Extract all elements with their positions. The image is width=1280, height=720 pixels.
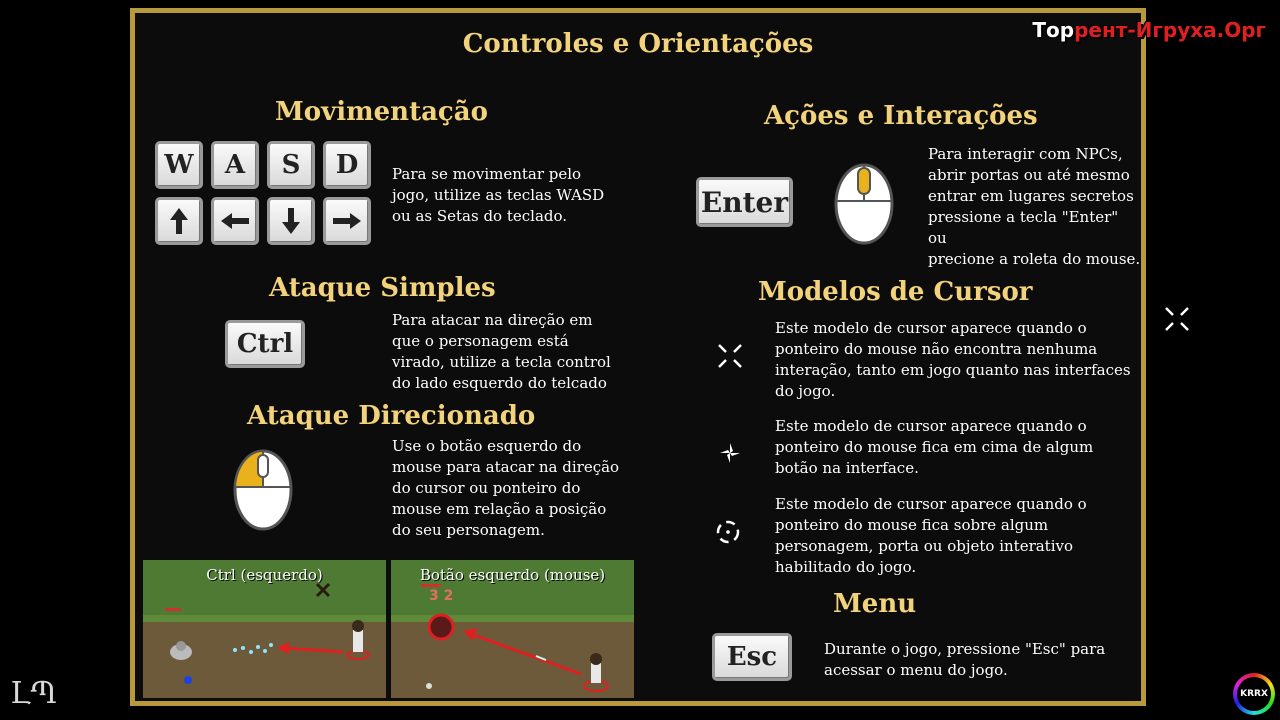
watermark-part-2: рент-Игруха.Орг [1074,18,1266,42]
cursor-desc-line: Este modelo de cursor aparece quando o [775,495,1087,513]
actions-description [928,144,1141,270]
directed-attack-description [392,436,619,541]
cursor-desc-line: ponteiro do mouse fica em cima de algum [775,438,1094,456]
scene-damage-number: 3 2 [429,588,454,604]
key-a: A [211,141,259,189]
actions-desc-line: entrar em lugares secretos [928,187,1134,205]
key-w: W [155,141,203,189]
key-arrow-left [211,197,259,245]
corner-badge-text: KRRX [1240,689,1268,699]
simple-attack-heading: Ataque Simples [269,273,496,303]
key-d: D [323,141,371,189]
cursor-desc-line: personagem, porta ou objeto interativo [775,537,1074,555]
cursor-desc-2 [775,416,1093,479]
movement-desc-line: jogo, utilize as teclas WASD [392,186,605,204]
key-s: S [267,141,315,189]
key-arrow-down [267,197,315,245]
simple-attack-desc-line: que o personagem está [392,332,569,350]
simple-attack-desc-line: virado, utilize a tecla control [392,353,611,371]
directed-attack-desc-line: mouse para atacar na direção [392,458,620,476]
movement-heading: Movimentação [275,97,488,127]
scene-mouse-attack [391,560,634,698]
page-title: Controles e Orientações [462,29,814,59]
pinwheel-cursor-icon [718,441,742,465]
scene-mouse-art [391,560,634,698]
cursor-desc-line: Este modelo de cursor aparece quando o [775,319,1087,337]
corner-badge-inner [1237,677,1271,711]
cursors-heading: Modelos de Cursor [758,277,1033,307]
mouse-left-click-icon [232,445,294,531]
menu-heading: Menu [833,589,917,619]
key-arrow-right [323,197,371,245]
arrow-left-icon [219,212,251,230]
arrow-right-icon [331,212,363,230]
cursor-desc-line: ponteiro do mouse fica sobre algum [775,516,1049,534]
crosshair-x-cursor-icon [716,342,744,370]
movement-description [392,164,604,227]
directed-attack-desc-line: do seu personagem. [392,521,545,539]
mouse-cursor-icon [1163,305,1191,333]
corner-badge [1233,673,1275,715]
actions-heading: Ações e Interações [764,101,1038,131]
directed-attack-desc-line: mouse em relação a posição [392,500,607,518]
menu-description [824,639,1105,681]
arrow-up-icon [169,206,189,236]
directed-attack-desc-line: do cursor ou ponteiro do [392,479,581,497]
key-esc: Esc [712,633,792,681]
key-ctrl: Ctrl [225,320,305,368]
key-enter: Enter [696,177,793,227]
directed-attack-heading: Ataque Direcionado [247,401,536,431]
cursor-desc-line: do jogo. [775,382,836,400]
scene-ctrl-attack [143,560,386,698]
movement-desc-line: Para se movimentar pelo [392,165,582,183]
cursor-desc-line: habilitado do jogo. [775,558,917,576]
mouse-wheel-click-icon [833,159,895,245]
scene-mouse-label: Botão esquerdo (mouse) [419,566,606,584]
target-circle-cursor-icon [714,518,742,546]
cursor-desc-line: ponteiro do mouse não encontra nenhuma [775,340,1098,358]
key-arrow-up [155,197,203,245]
cursor-desc-line: botão na interface. [775,459,919,477]
simple-attack-desc-line: Para atacar na direção em [392,311,593,329]
game-logo: ԼՊ [10,676,57,711]
cursor-desc-1 [775,318,1131,402]
scene-ctrl-art [143,560,386,698]
controls-panel [130,8,1146,706]
menu-desc-line: Durante o jogo, pressione "Esc" para [824,640,1106,658]
actions-desc-line: precione a roleta do mouse. [928,250,1141,268]
watermark-part-1: Тор [1032,18,1075,42]
simple-attack-description [392,310,611,394]
scene-ctrl-label: Ctrl (esquerdo) [206,566,323,584]
menu-desc-line: acessar o menu do jogo. [824,661,1008,679]
cursor-desc-3 [775,494,1087,578]
cursor-desc-line: Este modelo de cursor aparece quando o [775,417,1087,435]
directed-attack-desc-line: Use o botão esquerdo do [392,437,582,455]
movement-desc-line: ou as Setas do teclado. [392,207,568,225]
actions-desc-line: Para interagir com NPCs, [928,145,1123,163]
site-watermark [1032,18,1266,42]
simple-attack-desc-line: do lado esquerdo do telcado [392,374,607,392]
arrow-down-icon [281,206,301,236]
actions-desc-line: abrir portas ou até mesmo [928,166,1130,184]
actions-desc-line: pressione a tecla "Enter" ou [928,208,1119,247]
cursor-desc-line: interação, tanto em jogo quanto nas interfaces [775,361,1131,379]
